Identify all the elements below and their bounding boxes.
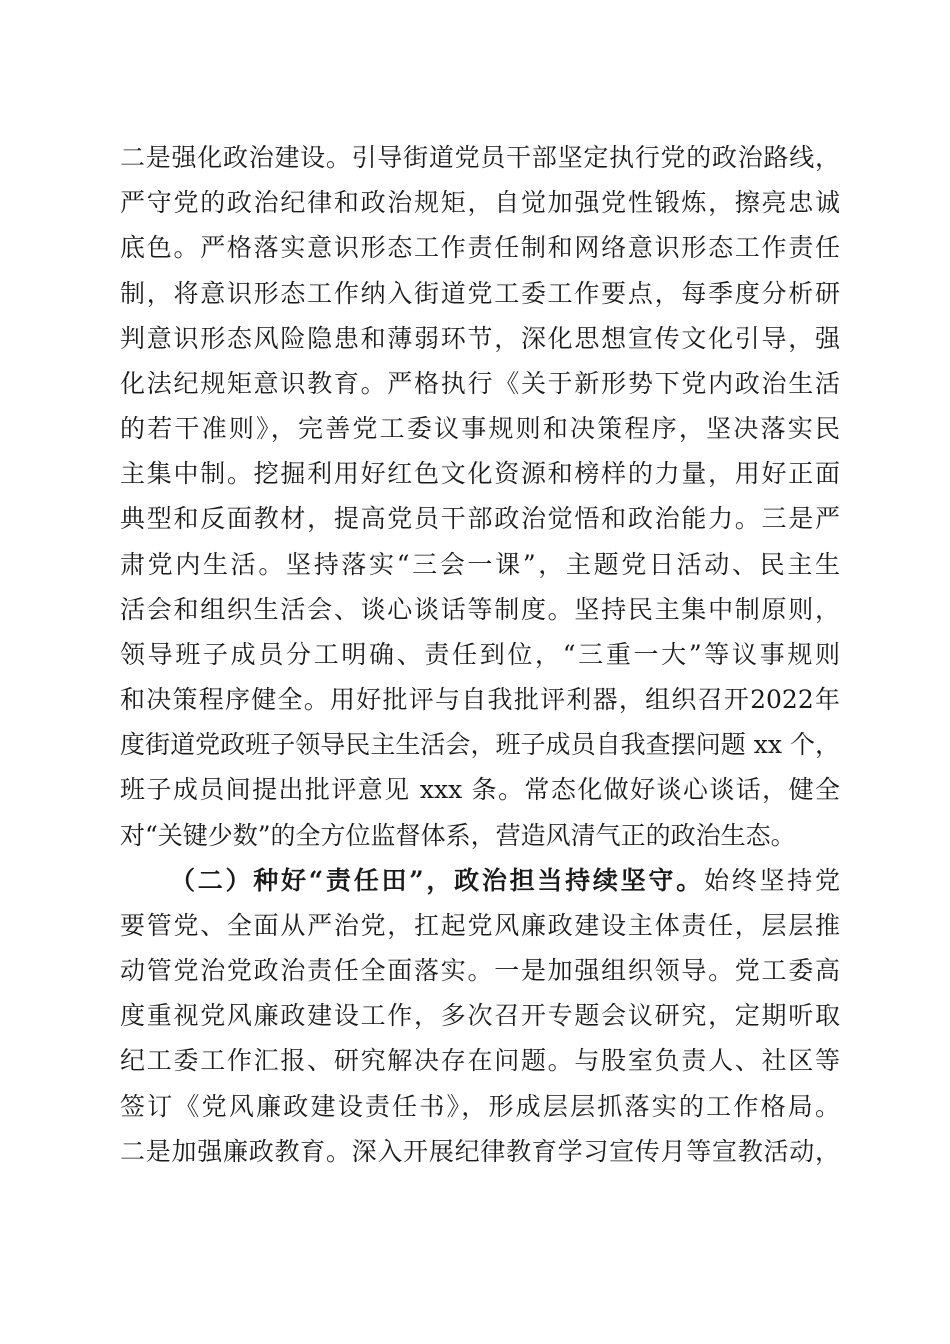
paragraph-line: 二是强化政治建设。引导街道党员干部坚定执行党的政治路线， — [120, 143, 840, 172]
paragraph-line: 二是加强廉政教育。深入开展纪律教育学习宣传月等宣教活动， — [120, 1137, 840, 1166]
paragraph-line: 主集中制。挖掘利用好红色文化资源和榜样的力量，用好正面 — [120, 459, 840, 488]
paragraph-line: 班子成员间提出批评意见 xxx 条。常态化做好谈心谈话，健全 — [120, 775, 840, 804]
paragraph-line: 度街道党政班子领导民主生活会，班子成员自我查摆问题 xx 个， — [120, 730, 840, 759]
paragraph-line: 纪工委工作汇报、研究解决存在问题。与股室负责人、社区等 — [120, 1046, 840, 1075]
paragraph-line: 化法纪规矩意识教育。严格执行《关于新形势下党内政治生活 — [120, 369, 840, 398]
paragraph-line: 严守党的政治纪律和政治规矩，自觉加强党性锻炼，擦亮忠诚 — [120, 188, 840, 217]
section-heading-continuation: 始终坚持党 — [703, 866, 840, 895]
paragraph-line: 签订《党风廉政建设责任书》，形成层层抓落实的工作格局。 — [120, 1092, 840, 1121]
paragraph-line: 领导班子成员分工明确、责任到位，“三重一大”等议事规则 — [120, 640, 840, 669]
section-heading-line — [170, 859, 840, 903]
paragraph-line: 典型和反面教材，提高党员干部政治觉悟和政治能力。三是严 — [120, 504, 840, 533]
paragraph-line: 的若干准则》，完善党工委议事规则和决策程序，坚决落实民 — [120, 414, 840, 443]
paragraph-line: 肃党内生活。坚持落实“三会一课”，主题党日活动、民主生 — [120, 550, 840, 579]
section-heading: （二）种好“责任田”，政治担当持续坚守。 — [170, 866, 704, 895]
paragraph-line: 动管党治党政治责任全面落实。一是加强组织领导。党工委高 — [120, 956, 840, 985]
paragraph-line: 制，将意识形态工作纳入街道党工委工作要点，每季度分析研 — [120, 279, 840, 308]
paragraph-line: 对“关键少数”的全方位监督体系，营造风清气正的政治生态。 — [120, 821, 796, 850]
paragraph-line: 判意识形态风险隐患和薄弱环节，深化思想宣传文化引导，强 — [120, 324, 840, 353]
paragraph-line: 底色。严格落实意识形态工作责任制和网络意识形态工作责任 — [120, 233, 840, 262]
paragraph-line: 要管党、全面从严治党，扛起党风廉政建设主体责任，层层推 — [120, 911, 840, 940]
paragraph-line: 和决策程序健全。用好批评与自我批评利器，组织召开2022年 — [120, 685, 840, 714]
paragraph-line: 活会和组织生活会、谈心谈话等制度。坚持民主集中制原则， — [120, 595, 840, 624]
paragraph-line: 度重视党风廉政建设工作，多次召开专题会议研究，定期听取 — [120, 1001, 840, 1030]
